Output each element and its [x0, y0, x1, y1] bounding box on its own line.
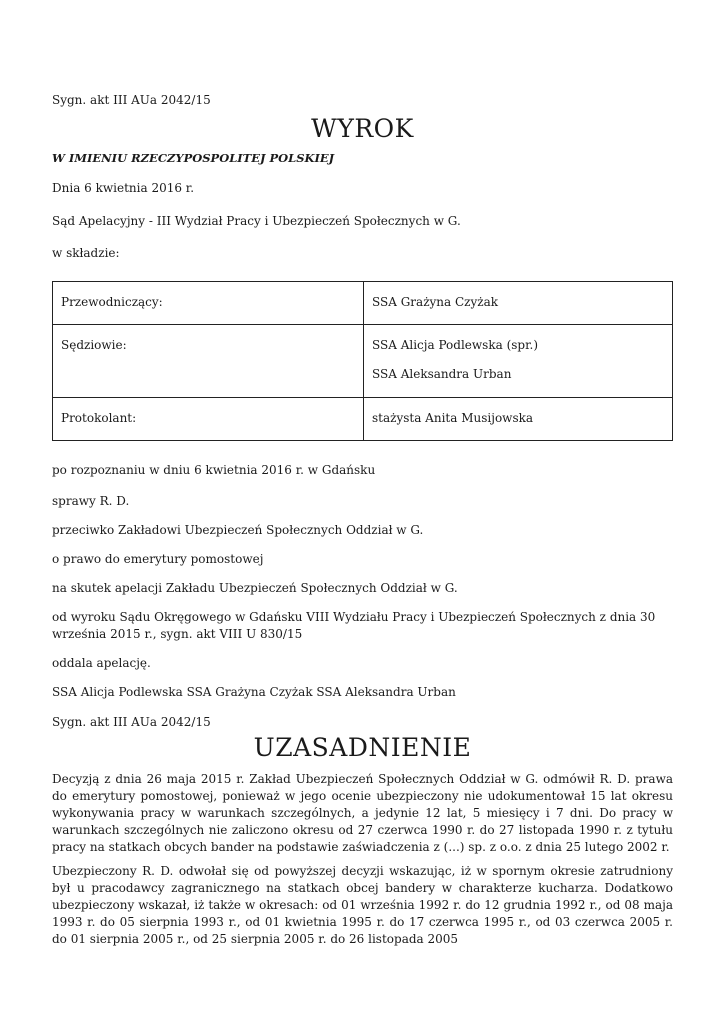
- ruling-paragraph-7: oddala apelację.: [52, 656, 151, 670]
- ruling-signatures: SSA Alicja Podlewska SSA Grażyna Czyżak SSA Aleksandra Urban: [52, 685, 456, 699]
- chair-value: SSA Grażyna Czyżak: [364, 282, 673, 325]
- justification-paragraph-1: Decyzją z dnia 26 maja 2015 r. Zakład Ubezpieczeń Społecznych Oddział w G. odmówił R. D. prawa do emerytury pomostowej, ponieważ w jego ocenie ubezpieczony nie udokumentował 15 lat okresu wykonywania pracy w warunkach szczególnych, a jedynie 12 lat, 5 miesięcy i 7 dni. Do pracy w warunkach szczególnych nie zaliczono okresu od 27 czerwca 1990 r. do 27 listopada 1990 r. z tytułu pracy na statkach obcych bander na podstawie zaświadczenia z (...) sp. z o.o. z dnia 25 lutego 2002 r.: [52, 772, 673, 854]
- justification-signature: Sygn. akt III AUa 2042/15: [52, 715, 211, 729]
- clerk-label: Protokolant:: [53, 398, 364, 441]
- table-row: [53, 282, 673, 325]
- judges-cell: [364, 325, 673, 398]
- judges-label: Sędziowie:: [53, 325, 364, 398]
- clerk-value: stażysta Anita Musijowska: [364, 398, 673, 441]
- judge-2: SSA Aleksandra Urban: [372, 367, 512, 381]
- ruling-paragraph-5: na skutek apelacji Zakładu Ubezpieczeń Społecznych Oddział w G.: [52, 581, 458, 595]
- judge-1: SSA Alicja Podlewska (spr.): [372, 338, 539, 352]
- composition-intro: w składzie:: [52, 246, 120, 260]
- verdict-subtitle: W IMIENIU RZECZYPOSPOLITEJ POLSKIEJ: [52, 151, 335, 165]
- ruling-paragraph-1: po rozpoznaniu w dniu 6 kwietnia 2016 r. w Gdańsku: [52, 463, 376, 477]
- ruling-paragraph-4: o prawo do emerytury pomostowej: [52, 552, 264, 566]
- composition-table: [52, 281, 673, 441]
- verdict-title: WYROK: [311, 114, 414, 143]
- table-row: [53, 398, 673, 441]
- justification-title: UZASADNIENIE: [253, 733, 472, 762]
- ruling-paragraph-2: sprawy R. D.: [52, 494, 130, 508]
- court-name: Sąd Apelacyjny - III Wydział Pracy i Ubezpieczeń Społecznych w G.: [52, 214, 461, 228]
- ruling-paragraph-3: przeciwko Zakładowi Ubezpieczeń Społecznych Oddział w G.: [52, 523, 424, 537]
- case-signature: Sygn. akt III AUa 2042/15: [52, 93, 211, 107]
- justification-paragraph-2: Ubezpieczony R. D. odwołał się od powyższej decyzji wskazując, iż w spornym okresie zatrudniony był u pracodawcy zagranicznego na statkach obcej bandery w charakterze kucharza. Dodatkowo ubezpieczony wskazał, iż także w okresach: od 01 września 1992 r. do 12 grudnia 1992 r., od 08 maja 1993 r. do 05 sierpnia 1993 r., od 01 kwietnia 1995 r. do 17 czerwca 1995 r., od 03 czerwca 2005 r. do 01 sierpnia 2005 r., od 25 sierpnia 2005 r. do 26 listopada 2005: [52, 864, 673, 946]
- chair-label: Przewodniczący:: [53, 282, 364, 325]
- table-row: [53, 325, 673, 398]
- ruling-paragraph-6: od wyroku Sądu Okręgowego w Gdańsku VIII Wydziału Pracy i Ubezpieczeń Społecznych z dnia 30 września 2015 r., sygn. akt VIII U 830/15: [52, 610, 656, 641]
- verdict-date: Dnia 6 kwietnia 2016 r.: [52, 181, 195, 195]
